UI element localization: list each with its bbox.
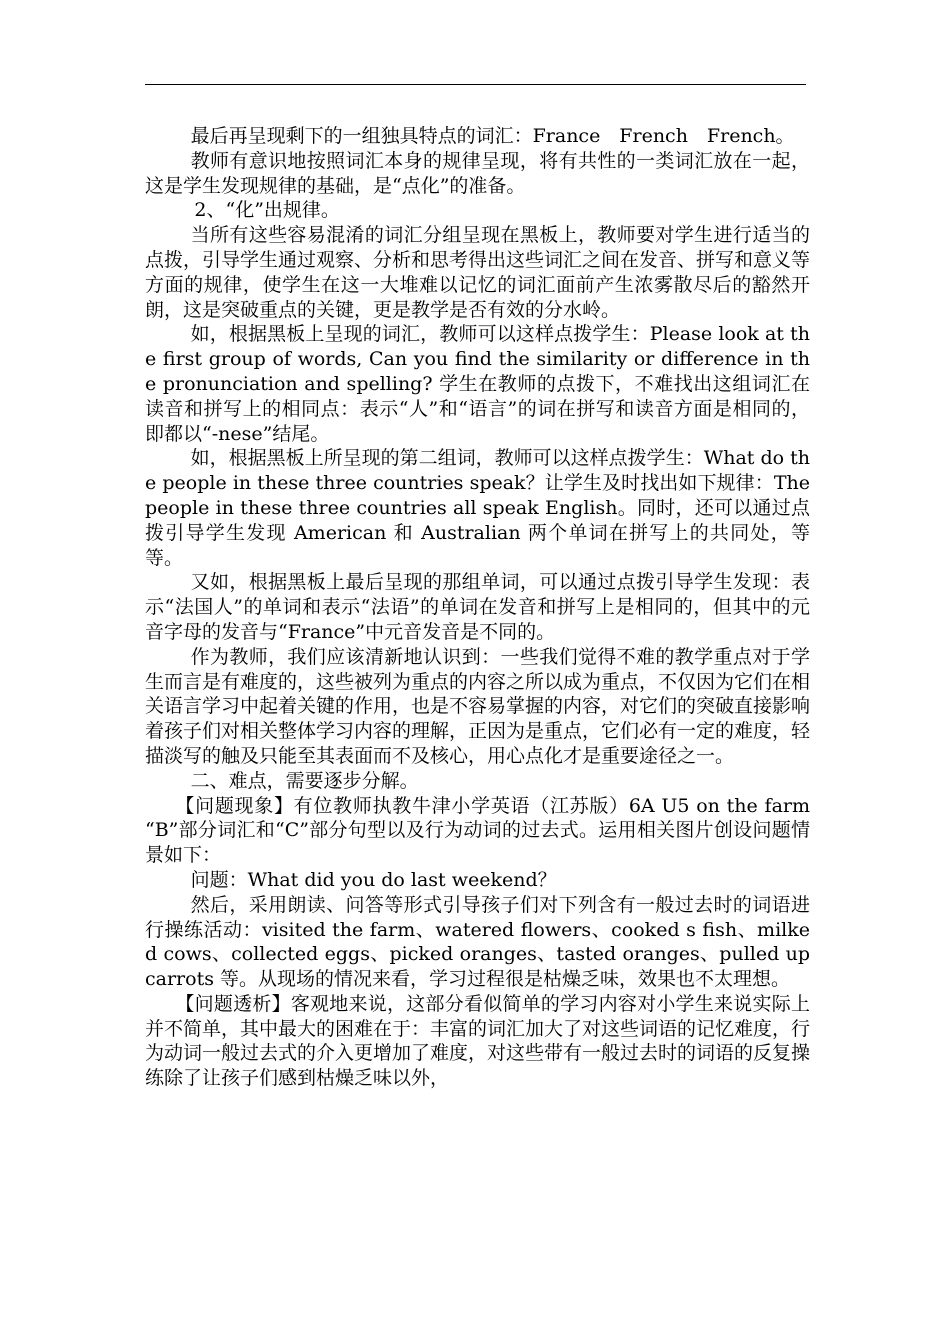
paragraph: 教师有意识地按照词汇本身的规律呈现，将有共性的一类词汇放在一起，这是学生发现规律的基础，是“点化”的准备。 bbox=[145, 149, 810, 197]
paragraph: 如，根据黑板上所呈现的第二组词，教师可以这样点拨学生：What do the people in these three countries speak？让学生及时找出如下规律：The people in these three countries all speak English。同时，还可以通过点拨引导学生发现 American 和 Australian 两个单词在拼写上的共同处，等等。 bbox=[145, 447, 810, 569]
paragraph: 【问题透析】客观地来说，这部分看似简单的学习内容对小学生来说实际上并不简单，其中最大的困难在于：丰富的词汇加大了对这些词语的记忆难度，行为动词一般过去式的介入更增加了难度，对这些带有一般过去时的词语的反复操练除了让孩子们感到枯燥乏味以外， bbox=[145, 992, 811, 1090]
paragraph: 当所有这些容易混淆的词汇分组呈现在黑板上，教师要对学生进行适当的点拨，引导学生通过观察、分析和思考得出这些词汇之间在发音、拼写和意义等方面的规律，使学生在这一大堆难以记忆的词汇面前产生浓雾散尽后的豁然开朗，这是突破重点的关键，更是教学是否有效的分水岭。 bbox=[145, 224, 811, 321]
paragraph: 问题：What did you do last weekend？ bbox=[190, 868, 557, 891]
document-body bbox=[145, 124, 810, 1091]
paragraph: 作为教师，我们应该清新地认识到：一些我们觉得不难的教学重点对于学生而言是有难度的，这些被列为重点的内容之所以成为重点，不仅因为它们在相关语言学习中起着关键的作用，也是不容易掌握的内容，对它们的突破直接影响着孩子们对相关整体学习内容的理解，正因为是重点，它们必有一定的难度，轻描淡写的触及只能至其表面而不及核心，用心点化才是重要途径之一。 bbox=[145, 645, 811, 767]
section-heading: 2、“化”出规律。 bbox=[194, 199, 340, 222]
paragraph: 最后再呈现剩下的一组独具特点的词汇：France French French。 bbox=[190, 125, 795, 147]
paragraph: 然后，采用朗读、问答等形式引导孩子们对下列含有一般过去时的词语进行操练活动：visited the farm、watered flowers、cooked s fish、milked cows、collected eggs、picked oranges、tasted oranges、pulled up carrots 等。从现场的情况来看，学习过程很是枯燥乏味，效果也不太理想。 bbox=[145, 893, 810, 991]
section-heading: 二、难点，需要逐步分解。 bbox=[190, 769, 419, 792]
header-rule bbox=[145, 84, 806, 85]
paragraph: 如，根据黑板上呈现的词汇，教师可以这样点拨学生：Please look at the first group of words, Can you find the similarity or difference in the pronunciation and spelling? 学生在教师的点拨下，不难找出这组词汇在读音和拼写上的相同点：表示“人”和“语言”的词在拼写和读音方面是相同的，即都以“-nese”结尾。 bbox=[145, 323, 810, 445]
paragraph: 又如，根据黑板上最后呈现的那组单词，可以通过点拨引导学生发现：表示“法国人”的单词和表示“法语”的单词在发音和拼写上是相同的，但其中的元音字母的发音与“France”中元音发音是不同的。 bbox=[145, 571, 810, 643]
paragraph: 【问题现象】有位教师执教牛津小学英语（江苏版）6A U5 on the farm “B”部分词汇和“C”部分句型以及行为动词的过去式。运用相关图片创设问题情景如下： bbox=[145, 794, 810, 867]
